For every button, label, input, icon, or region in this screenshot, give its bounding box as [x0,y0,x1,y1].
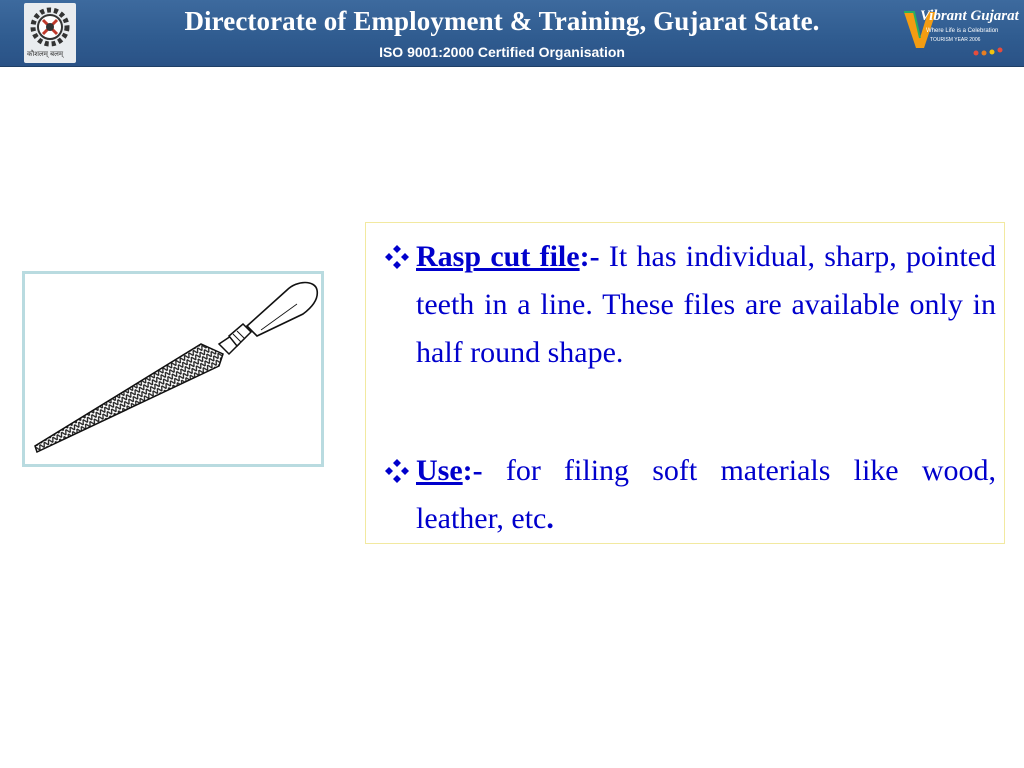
vibrant-logo-tagline: Where Life is a Celebration [926,28,999,34]
term-label: Rasp cut file [416,240,580,273]
diamond-bullet-icon [384,233,414,270]
list-item [384,447,996,543]
diamond-bullet-icon [384,447,414,484]
header-banner [0,0,1024,67]
term-label: Use [416,454,463,487]
term-separator: :- [462,454,483,487]
page-title: Directorate of Employment & Training, Gujarat State. [184,6,820,36]
page-subtitle: ISO 9001:2000 Certified Organisation [379,44,625,60]
vibrant-logo-subtag: TOURISM YEAR 2006 [930,37,981,43]
rasp-file-illustration [22,271,324,467]
term-description: for filing soft materials like wood, leather, etc [416,454,996,535]
list-item [384,233,996,377]
logo-caption: कौशलम् बलम् [27,50,64,58]
vibrant-gujarat-logo [900,4,1019,62]
content-text-box [365,222,1005,544]
vibrant-logo-text: Vibrant Gujarat [920,8,1019,24]
term-description: It has individual, sharp, pointed teeth in a line. These files are available only in half round shape. [416,240,996,369]
term-separator: :- [579,240,600,273]
term-end-punctuation: . [546,502,554,535]
